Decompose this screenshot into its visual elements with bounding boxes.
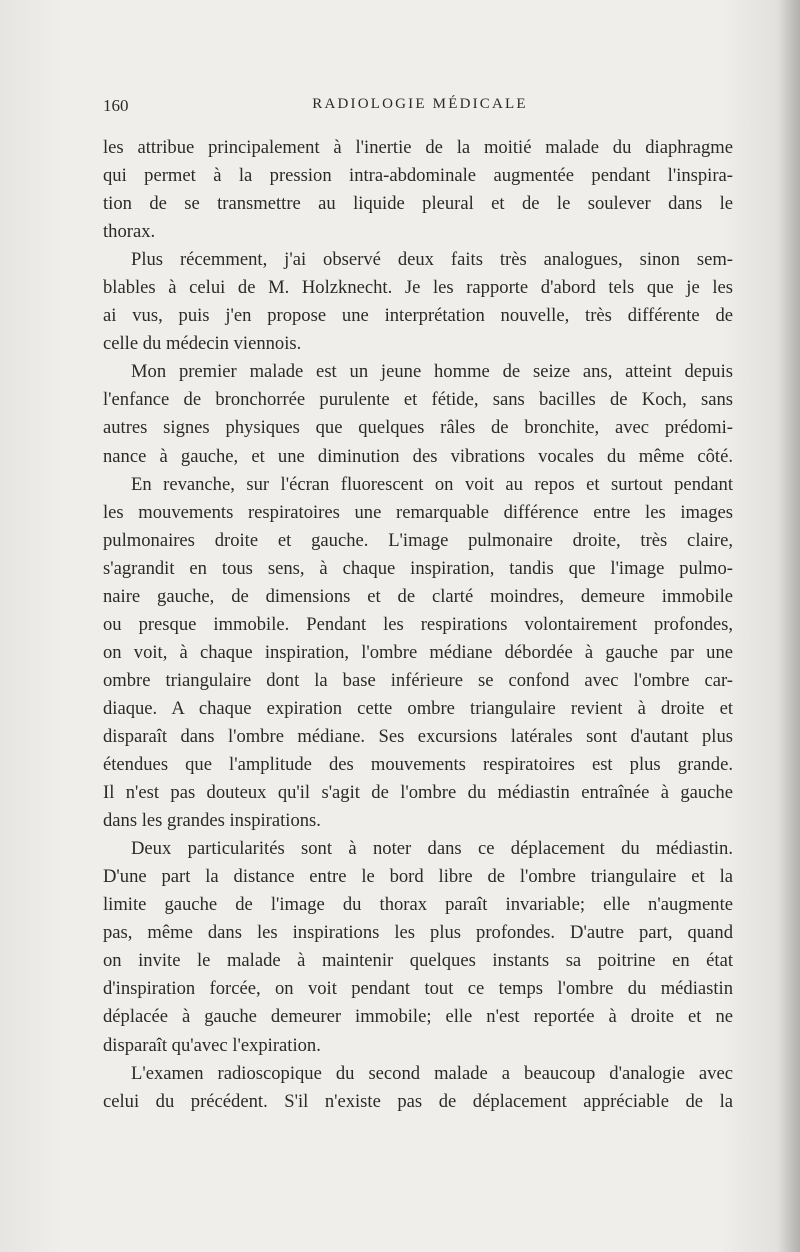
running-title: RADIOLOGIE MÉDICALE	[312, 96, 528, 112]
text-line: L'examen radioscopique du second malade a beaucoup d'analogie avec	[131, 1062, 733, 1084]
running-header	[103, 96, 733, 124]
text-line: dans les grandes inspirations.	[103, 810, 321, 832]
text-line: tion de se transmettre au liquide pleural et de le soulever dans le	[103, 193, 733, 215]
text-line: naire gauche, de dimensions et de clarté moindres, demeure immobile	[103, 585, 733, 607]
text-line: ai vus, puis j'en propose une interprétation nouvelle, très différente de	[103, 305, 733, 327]
text-line: les attribue principalement à l'inertie de la moitié malade du diaphragme	[103, 137, 733, 158]
text-line: Deux particularités sont à noter dans ce déplacement du médiastin.	[131, 838, 733, 860]
text-line: Mon premier malade est un jeune homme de seize ans, atteint depuis	[131, 361, 733, 383]
text-line: celle du médecin viennois.	[103, 333, 302, 355]
text-line: qui permet à la pression intra-abdominale augmentée pendant l'inspira-	[103, 165, 733, 187]
text-line: s'agrandit en tous sens, à chaque inspiration, tandis que l'image pulmo-	[103, 557, 733, 579]
text-line: l'enfance de bronchorrée purulente et fétide, sans bacilles de Koch, sans	[103, 389, 733, 411]
text-line: nance à gauche, et une diminution des vibrations vocales du même côté.	[103, 445, 733, 467]
page-edge-shadow	[778, 0, 800, 1252]
text-line: on voit, à chaque inspiration, l'ombre médiane débordée à gauche par une	[103, 641, 733, 663]
page-number: 160	[103, 96, 129, 115]
text-line: diaque. A chaque expiration cette ombre triangulaire revient à droite et	[103, 697, 733, 719]
text-line: limite gauche de l'image du thorax paraît invariable; elle n'augmente	[103, 894, 733, 916]
text-line: autres signes physiques que quelques râles de bronchite, avec prédomi-	[103, 417, 733, 439]
text-line: d'inspiration forcée, on voit pendant tout ce temps l'ombre du médiastin	[103, 978, 733, 1000]
text-line: Plus récemment, j'ai observé deux faits très analogues, sinon sem-	[131, 249, 733, 271]
body-text	[103, 134, 733, 1116]
text-line: on invite le malade à maintenir quelques instants sa poitrine en état	[103, 950, 733, 972]
text-line: pulmonaires droite et gauche. L'image pulmonaire droite, très claire,	[103, 529, 733, 551]
text-line: étendues que l'amplitude des mouvements respiratoires est plus grande.	[103, 754, 733, 776]
text-line: Il n'est pas douteux qu'il s'agit de l'ombre du médiastin entraînée à gauche	[103, 782, 733, 804]
text-line: disparaît dans l'ombre médiane. Ses excursions latérales sont d'autant plus	[103, 725, 733, 747]
text-line: déplacée à gauche demeurer immobile; elle n'est reportée à droite et ne	[103, 1006, 733, 1028]
text-line: blables à celui de M. Holzknecht. Je les rapporte d'abord tels que je les	[103, 277, 733, 299]
text-line: ombre triangulaire dont la base inférieure se confond avec l'ombre car-	[103, 669, 733, 691]
text-line: D'une part la distance entre le bord libre de l'ombre triangulaire et la	[103, 866, 733, 888]
text-line: les mouvements respiratoires une remarquable différence entre les images	[103, 501, 733, 523]
text-line: pas, même dans les inspirations les plus profondes. D'autre part, quand	[103, 922, 733, 944]
text-line: thorax.	[103, 221, 156, 243]
text-line: disparaît qu'avec l'expiration.	[103, 1034, 321, 1056]
text-line: En revanche, sur l'écran fluorescent on voit au repos et surtout pendant	[131, 473, 733, 495]
text-line: celui du précédent. S'il n'existe pas de déplacement appréciable de la	[103, 1090, 733, 1112]
text-line: ou presque immobile. Pendant les respirations volontairement profondes,	[103, 613, 733, 635]
